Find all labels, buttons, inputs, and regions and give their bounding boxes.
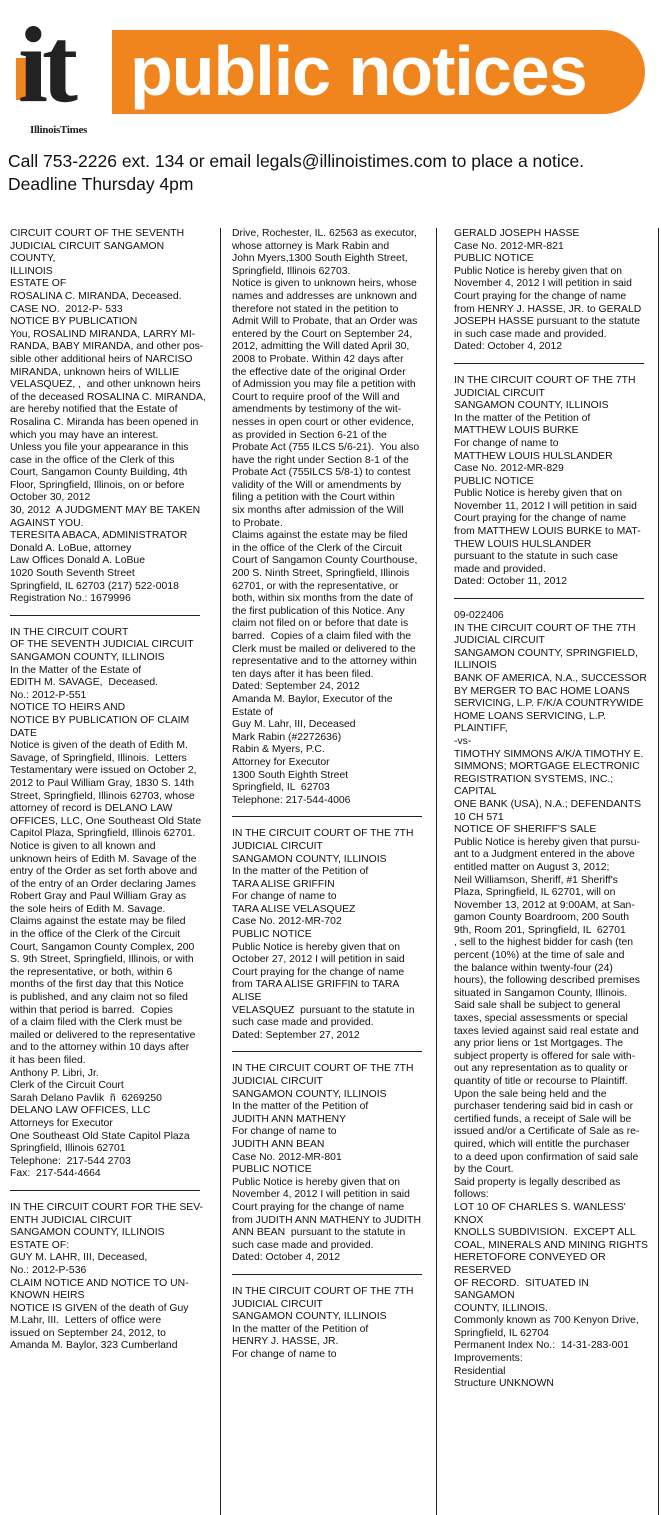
notice-line: whose attorney is Mark Rabin and	[232, 240, 390, 252]
notice-line: out any representation as to quality or	[454, 1063, 628, 1075]
notice-line: TARA ALISE GRIFFIN	[232, 878, 335, 890]
notice-line: October 27, 2012 I will petition in said	[232, 954, 405, 966]
notice-line: Admit Will to Probate, that an Order was	[232, 316, 418, 328]
notice-line: Notice is given to all known and	[10, 840, 156, 852]
notice-line: certified funds, a receipt of Sale will be	[454, 1113, 632, 1125]
notice-line: JOSEPH HASSE pursuant to the statute	[454, 316, 640, 328]
notice-line: Guy M. Lahr, III, Deceased	[232, 719, 356, 731]
notice-line: IN THE CIRCUIT COURT OF THE 7TH	[232, 828, 414, 840]
notice-line: amendments by testimony of the wit-	[232, 404, 402, 416]
notice-line: For change of name to	[454, 437, 559, 449]
notice-line: TIMOTHY SIMMONS A/K/A TIMOTHY E.	[454, 748, 644, 760]
notice-line: gamon County Boardroom, 200 South	[454, 912, 630, 924]
notice-line: Springfield, Illinois 62701	[10, 1143, 126, 1155]
notice-line: such case made and provided.	[232, 1017, 374, 1029]
notice-line: DELANO LAW OFFICES, LLC	[10, 1105, 151, 1117]
notice-line: 200 S. Ninth Street, Springfield, Illinois	[232, 568, 410, 580]
notice-line: Case No. 2012-MR-821	[454, 240, 564, 252]
notice-line: HENRY J. HASSE, JR.	[232, 1336, 339, 1348]
notice-line: November 13, 2012 at 9:00AM, at San-	[454, 899, 635, 911]
notice-line: Commonly known as 700 Kenyon Drive,	[454, 1315, 639, 1327]
notice-line: For change of name to	[232, 891, 337, 903]
notice-line: AGAINST YOU.	[10, 517, 84, 529]
legal-notice	[232, 1286, 428, 1362]
notice-line: MIRANDA, unknown heirs of WILLIE	[10, 366, 180, 378]
notice-line: Court praying for the change of name	[232, 966, 405, 978]
notice-line: THEW LOUIS HULSLANDER	[454, 538, 592, 550]
notice-line: in the office of the Clerk of the Circuit	[10, 929, 181, 941]
illinois-times-logo	[8, 8, 112, 138]
notice-line: the representative, or both, within 6	[10, 966, 173, 978]
notice-line: IN THE CIRCUIT COURT OF THE 7TH	[454, 622, 636, 634]
notice-line: Court, Sangamon County Building, 4th	[10, 467, 188, 479]
notice-line: In the matter of the Petition of	[232, 1101, 369, 1113]
notice-line: SERVICING, L.P. F/K/A COUNTRYWIDE	[454, 698, 644, 710]
notice-line: both, within six months from the date of	[232, 593, 413, 605]
notice-line: Mark Rabin (#2272636)	[232, 731, 342, 743]
notice-line: Rosalina C. Miranda has been opened in	[10, 416, 199, 428]
notice-line: JUDICIAL CIRCUIT SANGAMON COUNTY,	[10, 240, 168, 265]
notice-line: months of the first day that this Notice	[10, 979, 184, 991]
notice-line: 9th, Room 201, Springfield, IL 62701	[454, 924, 626, 936]
notice-line: barred. Copies of a claim filed with the	[232, 631, 412, 642]
page-title: public notices	[130, 32, 587, 110]
notice-line: sible other additional heirs of NARCISO	[10, 353, 193, 365]
notice-line: Said property is legally described as	[454, 1176, 621, 1188]
contact-line: Call 753-2226 ext. 134 or email legals@illinoistimes.com to place a notice.	[8, 151, 585, 171]
notice-line: Robert Gray and Paul William Gray as	[10, 891, 187, 903]
notice-line: Attorney for Executor	[232, 756, 330, 768]
notice-line: Notice is given of the death of Edith M.	[10, 740, 188, 752]
notice-line: KNOLLS SUBDIVISION. EXCEPT ALL	[454, 1227, 636, 1239]
notice-line: CASE NO. 2012-P- 533	[10, 303, 123, 315]
notice-line: Upon the sale being held and the	[454, 1088, 607, 1100]
notice-line: BANK OF AMERICA, N.A., SUCCESSOR	[454, 673, 647, 684]
notice-line: are hereby notified that the Estate of	[10, 404, 178, 416]
notice-line: SANGAMON COUNTY, SPRINGFIELD,	[454, 647, 638, 659]
notice-line: nesses in open court or other evidence,	[232, 416, 414, 428]
notice-line: In the matter of the Petition of	[232, 866, 369, 878]
notice-line: OFFICES, LLC, One Southeast Old State	[10, 815, 202, 827]
notice-line: 2012, admitting the Will dated April 30,	[232, 341, 410, 353]
notice-line: Case No. 2012-MR-801	[232, 1151, 342, 1163]
notice-line: Springfield, IL 62703 (217) 522-0018	[10, 580, 179, 592]
notice-line: Donald A. LoBue, attorney	[10, 542, 132, 554]
notice-line: such case made and provided.	[232, 1239, 374, 1251]
notice-line: in such case made and provided.	[454, 328, 607, 340]
notice-line: ENTH JUDICIAL CIRCUIT	[10, 1214, 132, 1226]
notice-line: Springfield, IL 62704	[454, 1327, 549, 1339]
notice-line: unknown heirs of Edith M. Savage of the	[10, 853, 197, 865]
legal-notice	[232, 828, 428, 1042]
notice-line: Anthony P. Libri, Jr.	[10, 1067, 99, 1079]
column-divider	[658, 228, 659, 1515]
notice-line: GUY M. LAHR, III, Deceased,	[10, 1252, 148, 1264]
notice-line: JUDICIAL CIRCUIT	[454, 387, 545, 399]
notice-line: the first publication of this Notice. Any	[232, 605, 405, 617]
notice-line: Court of Sangamon County Courthouse,	[232, 555, 418, 567]
notice-line: COAL, MINERALS AND MINING RIGHTS	[454, 1239, 648, 1251]
notice-line: Public Notice is hereby given that on	[232, 1176, 401, 1188]
notice-line: case in the office of the Clerk of this	[10, 454, 175, 466]
notice-line: validity of the Will or amendments by	[232, 479, 402, 491]
notice-line: is published, and any claim not so filed	[10, 992, 188, 1004]
notice-line: John Myers,1300 South Eighth Street,	[232, 253, 408, 265]
notice-line: Clerk of the Circuit Court	[10, 1080, 124, 1092]
notice-line: to a deed upon confirmation of said sale	[454, 1151, 639, 1163]
legal-notice	[454, 375, 650, 589]
notice-line: November 4, 2012 I will petition in said	[232, 1189, 410, 1201]
notice-line: MATTHEW LOUIS BURKE	[454, 425, 579, 437]
notice-line: situated in Sangamon County, Illinois.	[454, 987, 628, 999]
notice-line: PUBLIC NOTICE	[454, 253, 534, 265]
notice-line: ROSALINA C. MIRANDA, Deceased.	[10, 290, 182, 302]
notice-line: RANDA, BABY MIRANDA, and other pos-	[10, 341, 204, 353]
notice-line: of a claim filed with the Clerk must be	[10, 1017, 183, 1029]
notice-line: PUBLIC NOTICE	[454, 475, 534, 487]
notice-line: it has been filed.	[10, 1055, 86, 1066]
notice-line: PLAINTIFF,	[454, 723, 508, 735]
notice-line: Structure UNKNOWN	[454, 1378, 554, 1390]
notice-line: CLAIM NOTICE AND NOTICE TO UN-	[10, 1277, 189, 1289]
notice-line: HOME LOANS SERVICING, L.P.	[454, 710, 607, 722]
notice-line: from JUDITH ANN MATHENY to JUDITH	[232, 1214, 421, 1226]
notice-line: Dated: September 24, 2012	[232, 681, 360, 693]
notice-line: Court to require proof of the Will and	[232, 391, 400, 403]
notice-line: Amanda M. Baylor, 323 Cumberland	[10, 1340, 178, 1352]
notice-separator	[232, 1274, 422, 1275]
notice-line: PUBLIC NOTICE	[232, 1164, 312, 1176]
notice-line: VELASQUEZ pursuant to the statute in	[232, 1004, 415, 1016]
notice-line: Dated: October 11, 2012	[454, 576, 568, 588]
notice-line: Court praying for the change of name	[232, 1201, 405, 1213]
notice-line: any prior liens or 1st Mortgages. The	[454, 1038, 624, 1050]
notice-line: CIRCUIT COURT OF THE SEVENTH	[10, 228, 185, 239]
notice-line: of the deceased ROSALINA C. MIRANDA,	[10, 391, 206, 403]
notice-line: Permanent Index No.: 14-31-283-001	[454, 1340, 630, 1352]
notice-separator	[232, 1051, 422, 1052]
notice-line: VELASQUEZ, , and other unknown heirs	[10, 379, 201, 391]
notice-line: six months after admission of the Will	[232, 505, 404, 517]
notice-line: from MATTHEW LOUIS BURKE to MAT-	[454, 526, 641, 538]
notice-line: entry of the Order as set forth above and	[10, 866, 198, 878]
notice-line: -vs-	[454, 735, 472, 747]
notice-line: ONE BANK (USA), N.A.; DEFENDANTS	[454, 798, 642, 810]
notice-line: quantity of title or recourse to Plaintiff.	[454, 1076, 628, 1087]
notice-line: issued and/or a Certificate of Sale as re-	[454, 1126, 640, 1138]
notice-line: which you may have an interest.	[10, 429, 159, 441]
notice-line: ESTATE OF	[10, 278, 67, 290]
notice-line: OF RECORD. SITUATED IN SANGAMON	[454, 1277, 592, 1302]
notice-line: and to the attorney within 10 days after	[10, 1042, 190, 1054]
notice-line: GERALD JOSEPH HASSE	[454, 228, 580, 239]
notice-line: within that period is barred. Copies	[10, 1004, 173, 1016]
deadline-line: Deadline Thursday 4pm	[8, 174, 194, 194]
notice-line: from TARA ALISE GRIFFIN to TARA ALISE	[232, 979, 402, 1004]
notice-separator	[454, 363, 644, 364]
notice-line: entitled matter on August 3, 2012;	[454, 861, 610, 873]
notice-line: Public Notice is hereby given that on	[454, 265, 623, 277]
notice-line: PUBLIC NOTICE	[232, 929, 312, 941]
notice-line: ILLINOIS	[454, 660, 497, 672]
notice-line: hours), the following described premises	[454, 975, 640, 987]
notice-line: ANN BEAN pursuant to the statute in	[232, 1227, 406, 1239]
notice-line: KNOWN HEIRS	[10, 1290, 85, 1302]
notice-line: In the matter of the Petition of	[454, 412, 591, 424]
notice-line: November 4, 2012 I will petition in said	[454, 278, 632, 290]
notice-line: filing a petition with the Court within	[232, 492, 395, 504]
notice-line: S. 9th Street, Springfield, Illinois, or with	[10, 954, 194, 966]
notice-line: quired, which will entitle the purchaser	[454, 1138, 630, 1150]
notice-line: 1020 South Seventh Street	[10, 568, 135, 580]
notice-line: DATE	[10, 727, 37, 739]
notice-line: Attorneys for Executor	[10, 1117, 113, 1129]
notice-line: representative and to the attorney within	[232, 656, 417, 668]
notice-line: to Probate.	[232, 517, 283, 529]
notice-line: MATTHEW LOUIS HULSLANDER	[454, 450, 613, 462]
notice-line: Case No. 2012-MR-829	[454, 463, 564, 475]
notice-line: JUDITH ANN BEAN	[232, 1138, 325, 1150]
notice-line: NOTICE BY PUBLICATION OF CLAIM	[10, 714, 190, 726]
notice-line: BY MERGER TO BAC HOME LOANS	[454, 685, 630, 697]
notice-line: in the office of the Clerk of the Circuit	[232, 542, 403, 554]
notice-line: NOTICE IS GIVEN of the death of Guy	[10, 1302, 189, 1314]
notice-line: Testamentary were issued on October 2,	[10, 765, 197, 777]
notice-line: Public Notice is hereby given that on	[454, 488, 623, 500]
notice-line: HERETOFORE CONVEYED OR RESERVED	[454, 1252, 609, 1276]
notice-separator	[10, 615, 200, 616]
notice-line: Public Notice is hereby given that on	[232, 941, 401, 953]
notice-line: percent (10%) at the time of sale and	[454, 950, 625, 962]
notice-line: Drive, Rochester, IL. 62563 as executor,	[232, 228, 417, 239]
notice-line: For change of name to	[232, 1126, 337, 1138]
notice-line: Claims against the estate may be filed	[10, 916, 186, 928]
notice-line: Fax: 217-544-4664	[10, 1168, 101, 1180]
notice-line: Savage, of Springfield, Illinois. Letters	[10, 752, 187, 764]
notice-separator	[232, 816, 422, 817]
notice-line: Court, Sangamon County Complex, 200	[10, 941, 195, 953]
notice-line: Sarah Delano Pavlik ñ 6269250	[10, 1092, 162, 1104]
notice-line: 30, 2012 A JUDGMENT MAY BE TAKEN	[10, 505, 201, 517]
notice-line: 62701, or with the representative, or	[232, 580, 399, 592]
notice-line: COUNTY, ILLINOIS.	[454, 1302, 548, 1314]
notice-line: You, ROSALIND MIRANDA, LARRY MI-	[10, 328, 196, 340]
notice-column-1	[10, 228, 206, 1353]
notice-line: TARA ALISE VELASQUEZ	[232, 903, 356, 915]
notice-line: IN THE CIRCUIT COURT OF THE 7TH	[232, 1285, 414, 1297]
legal-notice	[454, 228, 650, 354]
notice-line: In the Matter of the Estate of	[10, 664, 142, 676]
notice-line: 1300 South Eighth Street	[232, 769, 349, 781]
notice-line: JUDICIAL CIRCUIT	[232, 840, 323, 852]
notice-line: Claims against the estate may be filed	[232, 530, 408, 542]
notice-line: Clerk must be mailed or delivered to the	[232, 643, 416, 655]
notice-line: Springfield, IL 62703	[232, 782, 330, 794]
notice-line: Said sale shall be subject to general	[454, 1000, 621, 1012]
notice-line: Law Offices Donald A. LoBue	[10, 555, 145, 567]
notice-line: Street, Springfield, Illinois 62703, whose	[10, 790, 195, 802]
notice-line: SANGAMON COUNTY, ILLINOIS	[232, 1088, 387, 1100]
notice-line: made and provided.	[454, 563, 546, 575]
notice-line: REGISTRATION SYSTEMS, INC.; CAPITAL	[454, 773, 617, 798]
notice-line: SANGAMON COUNTY, ILLINOIS	[454, 400, 609, 412]
notice-line: OF THE SEVENTH JUDICIAL CIRCUIT	[10, 639, 194, 651]
notice-separator	[10, 1190, 200, 1191]
notice-separator	[454, 598, 644, 599]
notice-line: by the Court.	[454, 1164, 514, 1176]
notice-line: of Admission you may file a petition with	[232, 379, 416, 391]
notice-line: JUDITH ANN MATHENY	[232, 1113, 347, 1125]
logo-letters: it	[18, 6, 72, 125]
notice-line: Probate Act (755ILCS 5/8-1) to contest	[232, 467, 411, 479]
notice-line: Capitol Plaza, Springfield, Illinois 62701.	[10, 828, 196, 840]
notice-line: ESTATE OF:	[10, 1239, 70, 1251]
notice-line: Telephone: 217-544 2703	[10, 1155, 131, 1167]
notice-line: Rabin & Myers, P.C.	[232, 744, 325, 756]
notice-line: SIMMONS; MORTGAGE ELECTRONIC	[454, 761, 640, 773]
notice-line: IN THE CIRCUIT COURT FOR THE SEV-	[10, 1201, 204, 1213]
notice-line: Public Notice is hereby given that pursu-	[454, 836, 640, 848]
notice-line: JUDICIAL CIRCUIT	[454, 635, 545, 647]
notice-line: Dated: September 27, 2012	[232, 1029, 360, 1041]
notice-line: October 30, 2012	[10, 492, 91, 504]
notice-line: Probate Act (755 ILCS 5/6-21). You also	[232, 442, 420, 454]
notice-line: Case No. 2012-MR-702	[232, 916, 342, 928]
notice-line: from HENRY J. HASSE, JR. to GERALD	[454, 303, 642, 315]
notice-line: as provided in Section 6-21 of the	[232, 429, 387, 441]
notice-line: the balance within twenty-four (24)	[454, 962, 613, 974]
notice-line: Improvements:	[454, 1353, 523, 1365]
legal-notice	[10, 1202, 206, 1353]
notice-line: Registration No.: 1679996	[10, 593, 131, 605]
notice-line: No.: 2012-P-536	[10, 1264, 87, 1276]
notice-line: names and addresses are unknown and	[232, 290, 417, 302]
notice-line: pursuant to the statute in such case	[454, 551, 619, 563]
notice-line: SANGAMON COUNTY, ILLINOIS	[10, 652, 165, 663]
notice-line: Amanda M. Baylor, Executor of the	[232, 693, 393, 705]
notice-line: Court praying for the change of name	[454, 513, 627, 525]
legal-notice	[454, 610, 650, 1391]
notice-line: have the right under Section 8-1 of the	[232, 454, 409, 466]
notice-line: November 11, 2012 I will petition in said	[454, 500, 637, 512]
title-banner	[100, 30, 645, 114]
notice-line: Dated: October 4, 2012	[454, 341, 563, 353]
notice-line: Estate of	[232, 706, 274, 718]
legal-notice	[10, 627, 206, 1181]
notice-line: No.: 2012-P-551	[10, 689, 87, 701]
column-divider	[436, 228, 437, 1515]
notice-line: attorney of record is DELANO LAW	[10, 803, 173, 815]
legal-notice	[232, 1063, 428, 1265]
notice-line: Floor, Springfield, Illinois, on or before	[10, 479, 185, 491]
legal-notice	[10, 228, 206, 606]
masthead	[0, 0, 661, 148]
notice-line: ILLINOIS	[10, 265, 53, 277]
notice-line: the effective date of the original Order	[232, 366, 406, 378]
notice-line: SANGAMON COUNTY, ILLINOIS	[232, 853, 387, 865]
notice-line: issued on September 24, 2012, to	[10, 1327, 166, 1339]
notice-line: NOTICE BY PUBLICATION	[10, 316, 138, 328]
notice-line: 10 CH 571	[454, 811, 504, 823]
notice-line: EDITH M. SAVAGE, Deceased.	[10, 677, 159, 689]
notice-line: In the matter of the Petition of	[232, 1323, 369, 1335]
notice-line: NOTICE TO HEIRS AND	[10, 702, 126, 714]
notice-line: mailed or delivered to the representative	[10, 1029, 196, 1041]
notice-line: Unless you file your appearance in this	[10, 442, 189, 454]
notice-line: SANGAMON COUNTY, ILLINOIS	[232, 1311, 387, 1323]
notice-line: M.Lahr, III. Letters of office were	[10, 1315, 162, 1327]
notice-line: SANGAMON COUNTY, ILLINOIS	[10, 1227, 165, 1239]
contact-info	[8, 150, 653, 196]
notice-line: Court praying for the change of name	[454, 290, 627, 302]
notice-line: 09-022406	[454, 610, 504, 622]
notice-line: 2008 to Probate. Within 42 days after	[232, 353, 404, 365]
notice-column-2	[232, 228, 428, 1361]
notice-line: IN THE CIRCUIT COURT OF THE 7TH	[232, 1063, 414, 1075]
notice-line: taxes, special assessments or special	[454, 1013, 628, 1025]
notice-line: TERESITA ABACA, ADMINISTRATOR	[10, 530, 188, 542]
notice-line: IN THE CIRCUIT COURT	[10, 626, 129, 638]
notice-column-3	[454, 228, 650, 1391]
notice-line: taxes levied against said real estate and	[454, 1025, 639, 1037]
notice-line: JUDICIAL CIRCUIT	[232, 1076, 323, 1087]
notice-line: JUDICIAL CIRCUIT	[232, 1298, 323, 1310]
legal-notice	[232, 228, 428, 807]
notice-line: purchaser tendering said bid in cash or	[454, 1101, 634, 1113]
notice-line: ten days after it has been filed.	[232, 668, 374, 680]
notice-line: Plaza, Springfield, IL 62701, will on	[454, 887, 616, 899]
notice-line: One Southeast Old State Capitol Plaza	[10, 1130, 190, 1142]
notice-line: claim not filed on or before that date is	[232, 618, 409, 630]
notice-line: , sell to the highest bidder for cash (ten	[454, 937, 634, 949]
notice-line: 2012 to Paul William Gray, 1830 S. 14th	[10, 777, 195, 789]
notice-line: Dated: October 4, 2012	[232, 1252, 341, 1264]
notice-line: NOTICE OF SHERIFF'S SALE	[454, 824, 597, 836]
notice-line: Telephone: 217-544-4006	[232, 794, 351, 806]
notice-line: Springfield, Illinois 62703.	[232, 265, 351, 277]
notice-line: subject property is offered for sale with-	[454, 1050, 636, 1062]
notice-line: Residential	[454, 1365, 506, 1377]
notice-line: the sole heirs of Edith M. Savage.	[10, 903, 166, 915]
logo-name: IllinoisTimes	[30, 124, 88, 136]
notice-line: therefore not stated in the petition to	[232, 303, 399, 315]
notice-line: Notice is given to unknown heirs, whose	[232, 278, 417, 290]
notice-line: follows:	[454, 1189, 489, 1201]
notice-line: LOT 10 OF CHARLES S. WANLESS' KNOX	[454, 1201, 629, 1226]
notice-line: entered by the Court on September 24,	[232, 328, 413, 340]
notice-line: For change of name to	[232, 1348, 337, 1360]
notice-line: ant to a Judgment entered in the above	[454, 849, 635, 861]
column-divider	[220, 228, 221, 1515]
notice-line: Neil Williamson, Sheriff, #1 Sheriff's	[454, 874, 618, 886]
notice-line: of the entry of an Order declaring James	[10, 878, 196, 890]
notice-line: IN THE CIRCUIT COURT OF THE 7TH	[454, 374, 636, 386]
